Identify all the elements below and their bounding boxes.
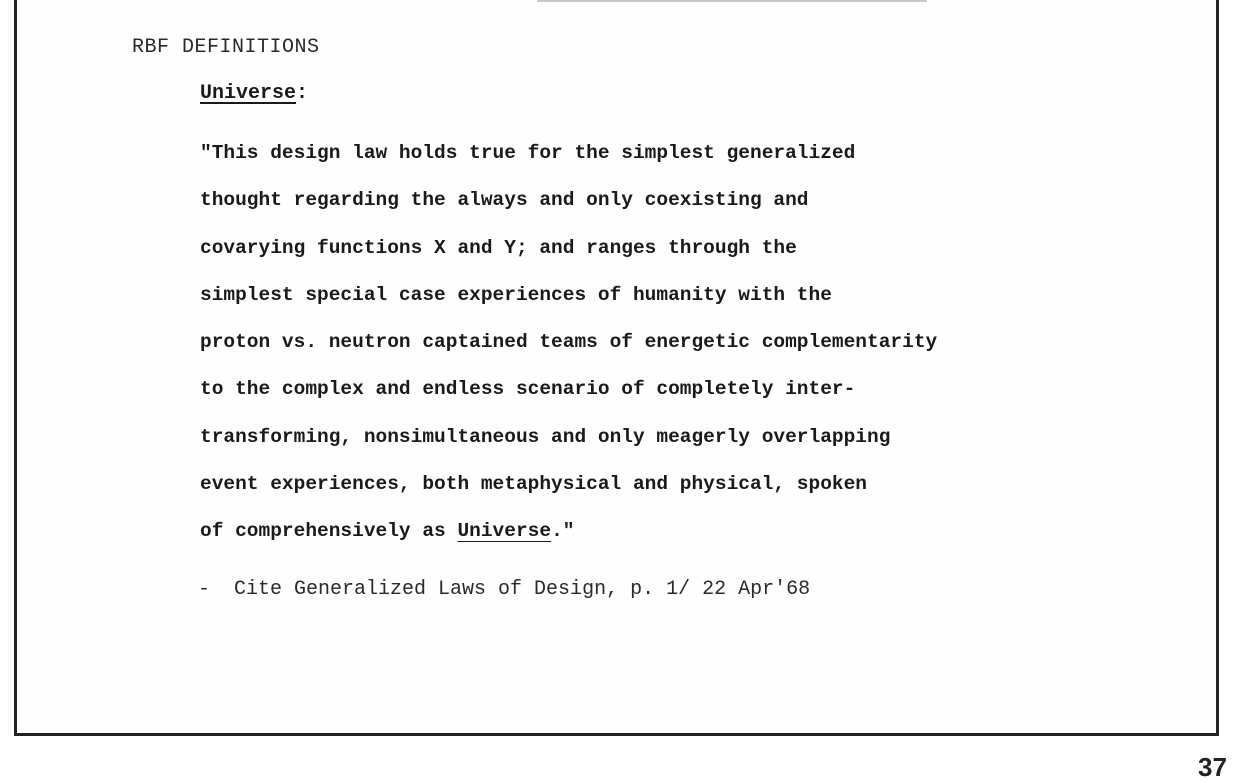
quote-line: thought regarding the always and only coexisting and (200, 189, 809, 212)
definition-term (200, 82, 308, 105)
quote-line: to the complex and endless scenario of completely inter- (200, 378, 856, 401)
term-word: Universe (200, 82, 297, 105)
citation: - Cite Generalized Laws of Design, p. 1/ 22 Apr'68 (198, 578, 811, 601)
scan-artifact (537, 0, 927, 2)
quote-line: proton vs. neutron captained teams of energetic complementarity (200, 331, 938, 354)
quote-line: "This design law holds true for the simplest generalized (200, 142, 856, 164)
section-heading: RBF DEFINITIONS (132, 36, 320, 59)
term-colon: : (296, 82, 309, 105)
definition-quote (200, 130, 1100, 556)
quote-last-term: Universe (457, 520, 552, 543)
quote-last-suffix: ." (551, 520, 575, 543)
quote-line: transforming, nonsimultaneous and only meagerly overlapping (200, 425, 891, 448)
page-number: 37 (1198, 752, 1227, 782)
quote-last-prefix: of comprehensively as (200, 520, 458, 543)
quote-last-line (200, 508, 1100, 555)
quote-line: event experiences, both metaphysical and physical, spoken (200, 473, 868, 496)
quote-line: covarying functions X and Y; and ranges through the (200, 236, 797, 259)
quote-line: simplest special case experiences of humanity with the (200, 283, 832, 306)
